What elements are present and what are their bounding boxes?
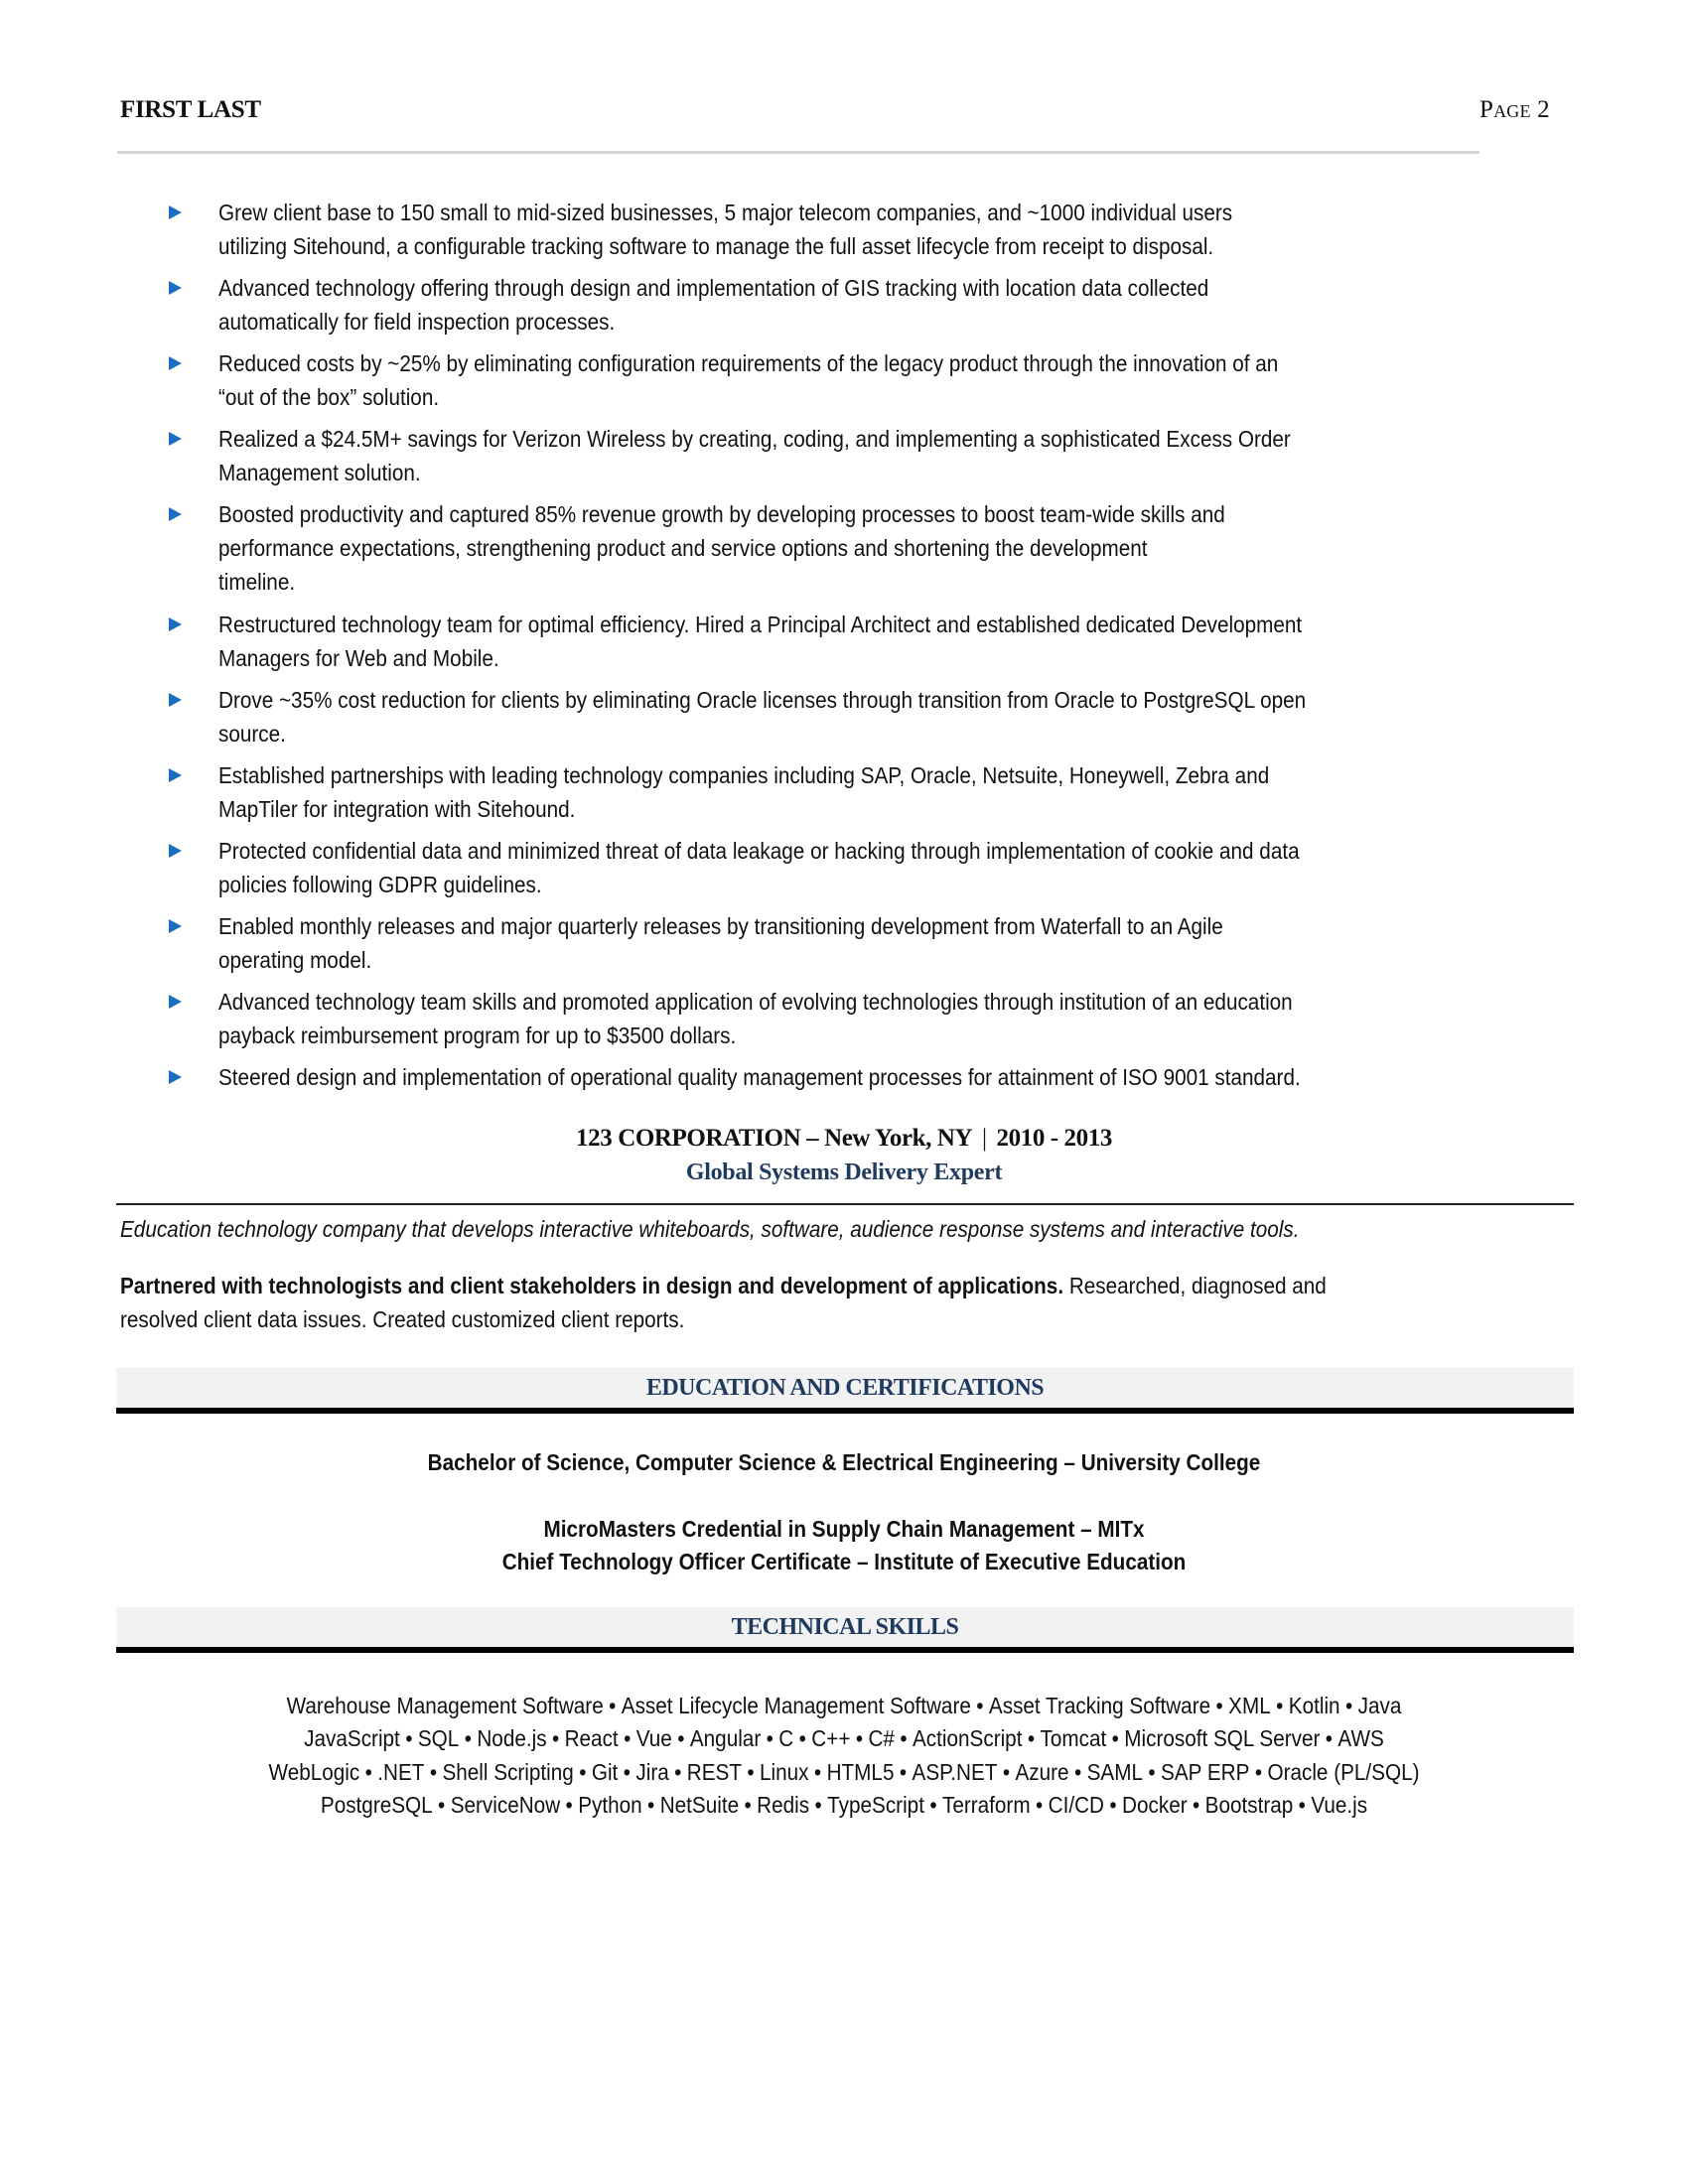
skill-item: Azure <box>1015 1759 1069 1785</box>
bullet-separator-icon: • <box>429 1759 438 1785</box>
skill-item: WebLogic <box>268 1759 360 1785</box>
triangle-right-icon <box>169 356 182 370</box>
bullet-separator-icon: • <box>609 1693 617 1718</box>
bullet-separator-icon: • <box>766 1725 774 1751</box>
education-section-band <box>116 1368 1574 1408</box>
bullet-separator-icon: • <box>438 1792 446 1818</box>
triangle-right-icon <box>169 617 182 631</box>
skill-item: HTML5 <box>826 1759 895 1785</box>
skill-item: CI/CD <box>1048 1792 1104 1818</box>
education-heading: EDUCATION AND CERTIFICATIONS <box>645 1375 1045 1401</box>
skill-item: SAP ERP <box>1161 1759 1250 1785</box>
job-summary-rest: Researched, diagnosed and <box>1063 1273 1327 1298</box>
achievement-line: source. <box>218 721 286 747</box>
triangle-right-icon <box>169 919 182 933</box>
achievement-line: Advanced technology offering through design and implementation of GIS tracking with location data collected <box>218 275 1209 301</box>
triangle-right-icon <box>169 432 182 446</box>
bullet-separator-icon: • <box>1073 1759 1082 1785</box>
job-summary-line-1 <box>120 1269 1327 1302</box>
bullet-separator-icon: • <box>1109 1792 1117 1818</box>
heading-separator: | <box>982 1125 987 1152</box>
skill-item: Kotlin <box>1288 1693 1340 1718</box>
skill-item: React <box>564 1725 619 1751</box>
skill-item: Shell Scripting <box>442 1759 574 1785</box>
skill-item: TypeScript <box>827 1792 924 1818</box>
bullet-separator-icon: • <box>1298 1792 1306 1818</box>
triangle-right-icon <box>169 205 182 219</box>
bullet-separator-icon: • <box>677 1725 685 1751</box>
education-divider <box>116 1408 1574 1414</box>
skill-item: C++ <box>811 1725 851 1751</box>
achievement-line: Restructured technology team for optimal efficiency. Hired a Principal Architect and established dedicated Development <box>218 612 1303 637</box>
skill-item: JavaScript <box>304 1725 400 1751</box>
bullet-separator-icon: • <box>976 1693 984 1718</box>
bullet-separator-icon: • <box>747 1759 755 1785</box>
bullet-separator-icon: • <box>364 1759 372 1785</box>
bullet-separator-icon: • <box>464 1725 472 1751</box>
bullet-separator-icon: • <box>798 1725 806 1751</box>
achievement-line: utilizing Sitehound, a configurable tracking software to manage the full asset lifecycle from receipt to disposal. <box>218 233 1214 259</box>
bullet-separator-icon: • <box>899 1759 908 1785</box>
triangle-right-icon <box>169 768 182 782</box>
skill-item: Jira <box>635 1759 669 1785</box>
skills-section-band <box>116 1607 1574 1647</box>
skill-item: Tomcat <box>1040 1725 1107 1751</box>
skill-item: XML <box>1228 1693 1271 1718</box>
achievement-line: Drove ~35% cost reduction for clients by eliminating Oracle licenses through transition from Oracle to PostgreSQL open <box>218 687 1307 713</box>
skill-item: Oracle (PL/SQL) <box>1267 1759 1420 1785</box>
bullet-separator-icon: • <box>1215 1693 1223 1718</box>
skill-item: NetSuite <box>659 1792 740 1818</box>
bullet-separator-icon: • <box>1002 1759 1011 1785</box>
achievement-line: Realized a $24.5M+ savings for Verizon Wireless by creating, coding, and implementing a sophisticated Excess Order <box>218 426 1291 452</box>
skills-line <box>84 1721 1604 1755</box>
skill-item: Asset Tracking Software <box>988 1693 1211 1718</box>
skills-divider <box>116 1647 1574 1653</box>
bullet-separator-icon: • <box>900 1725 908 1751</box>
bullet-separator-icon: • <box>1027 1725 1036 1751</box>
bullet-separator-icon: • <box>1325 1725 1334 1751</box>
achievement-line: Established partnerships with leading technology companies including SAP, Oracle, Netsuite, Honeywell, Zebra and <box>218 762 1270 788</box>
bullet-separator-icon: • <box>1148 1759 1156 1785</box>
achievement-line: timeline. <box>218 569 296 595</box>
achievement-line: policies following GDPR guidelines. <box>218 872 542 897</box>
skill-item: Angular <box>689 1725 762 1751</box>
skill-item: Bootstrap <box>1204 1792 1294 1818</box>
skill-item: PostgreSQL <box>320 1792 433 1818</box>
job-summary-bold: Partnered with technologists and client stakeholders in design and development of applications. <box>120 1273 1064 1298</box>
achievement-line: performance expectations, strengthening product and service options and shortening the development <box>218 535 1148 561</box>
skill-item: Python <box>578 1792 642 1818</box>
bullet-separator-icon: • <box>565 1792 573 1818</box>
skill-item: Microsoft SQL Server <box>1124 1725 1321 1751</box>
skills-line <box>84 1788 1604 1822</box>
skill-item: Docker <box>1122 1792 1188 1818</box>
achievement-line: Protected confidential data and minimized threat of data leakage or hacking through implementation of cookie and data <box>218 838 1300 864</box>
skill-item: ASP.NET <box>912 1759 998 1785</box>
skill-item: Vue.js <box>1311 1792 1368 1818</box>
company-name: 123 CORPORATION <box>576 1125 801 1152</box>
skill-item: Vue <box>635 1725 672 1751</box>
skill-item: REST <box>686 1759 742 1785</box>
job-divider <box>116 1203 1574 1205</box>
education-entry: MicroMasters Credential in Supply Chain Management – MITx <box>543 1516 1145 1542</box>
page-number: Page 2 <box>1479 96 1550 123</box>
bullet-separator-icon: • <box>1111 1725 1119 1751</box>
triangle-right-icon <box>169 844 182 858</box>
job-heading <box>0 1125 1688 1153</box>
bullet-separator-icon: • <box>814 1792 822 1818</box>
job-location: New York, NY <box>824 1125 973 1152</box>
skill-item: Asset Lifecycle Management Software <box>621 1693 971 1718</box>
skill-item: .NET <box>377 1759 425 1785</box>
bullet-separator-icon: • <box>855 1725 864 1751</box>
achievement-line: operating model. <box>218 947 372 973</box>
bullet-separator-icon: • <box>405 1725 413 1751</box>
skill-item: Node.js <box>477 1725 547 1751</box>
header-divider <box>117 151 1479 154</box>
bullet-separator-icon: • <box>1344 1693 1353 1718</box>
bullet-separator-icon: • <box>579 1759 587 1785</box>
education-entry: Chief Technology Officer Certificate – Institute of Executive Education <box>501 1549 1187 1574</box>
bullet-separator-icon: • <box>929 1792 937 1818</box>
bullet-separator-icon: • <box>1276 1693 1284 1718</box>
achievement-line: automatically for field inspection processes. <box>218 309 616 335</box>
bullet-separator-icon: • <box>744 1792 752 1818</box>
triangle-right-icon <box>169 995 182 1009</box>
heading-dash: – <box>806 1125 819 1152</box>
bullet-separator-icon: • <box>624 1725 632 1751</box>
skill-item: Linux <box>760 1759 809 1785</box>
bullet-separator-icon: • <box>1254 1759 1263 1785</box>
achievement-line: Managers for Web and Mobile. <box>218 645 499 671</box>
skill-item: ServiceNow <box>450 1792 561 1818</box>
skill-item: Java <box>1357 1693 1402 1718</box>
achievement-line: Enabled monthly releases and major quarterly releases by transitioning development from Waterfall to an Agile <box>218 913 1223 939</box>
skill-item: Redis <box>757 1792 810 1818</box>
achievement-line: Advanced technology team skills and promoted application of evolving technologies through institution of an education <box>218 989 1293 1015</box>
header-name: FIRST LAST <box>120 96 261 123</box>
skill-item: SAML <box>1086 1759 1143 1785</box>
education-entry: Bachelor of Science, Computer Science & Electrical Engineering – University College <box>427 1449 1261 1475</box>
skills-heading: TECHNICAL SKILLS <box>731 1614 959 1640</box>
bullet-separator-icon: • <box>623 1759 631 1785</box>
bullet-separator-icon: • <box>1193 1792 1200 1818</box>
bullet-separator-icon: • <box>647 1792 655 1818</box>
skill-item: SQL <box>417 1725 460 1751</box>
bullet-separator-icon: • <box>551 1725 560 1751</box>
achievement-line: Steered design and implementation of operational quality management processes for attainment of ISO 9001 standard. <box>218 1064 1301 1090</box>
skill-item: Warehouse Management Software <box>286 1693 604 1718</box>
achievement-line: Reduced costs by ~25% by eliminating configuration requirements of the legacy product through the innovation of an <box>218 350 1279 376</box>
bullet-separator-icon: • <box>813 1759 822 1785</box>
triangle-right-icon <box>169 1070 182 1084</box>
achievement-line: Management solution. <box>218 460 421 485</box>
achievement-line: “out of the box” solution. <box>218 384 440 410</box>
achievement-line: payback reimbursement program for up to $3500 dollars. <box>218 1023 737 1048</box>
achievement-line: MapTiler for integration with Sitehound. <box>218 796 576 822</box>
skill-item: Git <box>591 1759 619 1785</box>
bullet-separator-icon: • <box>674 1759 682 1785</box>
job-title: Global Systems Delivery Expert <box>685 1160 1003 1185</box>
job-dates: 2010 - 2013 <box>996 1125 1112 1152</box>
skill-item: C# <box>868 1725 895 1751</box>
skill-item: Terraform <box>942 1792 1031 1818</box>
triangle-right-icon <box>169 693 182 707</box>
skills-line <box>84 1755 1604 1789</box>
triangle-right-icon <box>169 507 182 521</box>
triangle-right-icon <box>169 281 182 295</box>
job-summary-line-2: resolved client data issues. Created customized client reports. <box>120 1306 685 1332</box>
company-description: Education technology company that develops interactive whiteboards, software, audience response systems and interactive tools. <box>120 1216 1300 1242</box>
achievement-line: Grew client base to 150 small to mid-sized businesses, 5 major telecom companies, and ~1000 individual users <box>218 200 1233 225</box>
bullet-separator-icon: • <box>1035 1792 1044 1818</box>
skill-item: AWS <box>1337 1725 1384 1751</box>
skill-item: ActionScript <box>913 1725 1023 1751</box>
skills-line <box>84 1689 1604 1722</box>
skill-item: C <box>778 1725 794 1751</box>
achievement-line: Boosted productivity and captured 85% revenue growth by developing processes to boost team-wide skills and <box>218 501 1225 527</box>
